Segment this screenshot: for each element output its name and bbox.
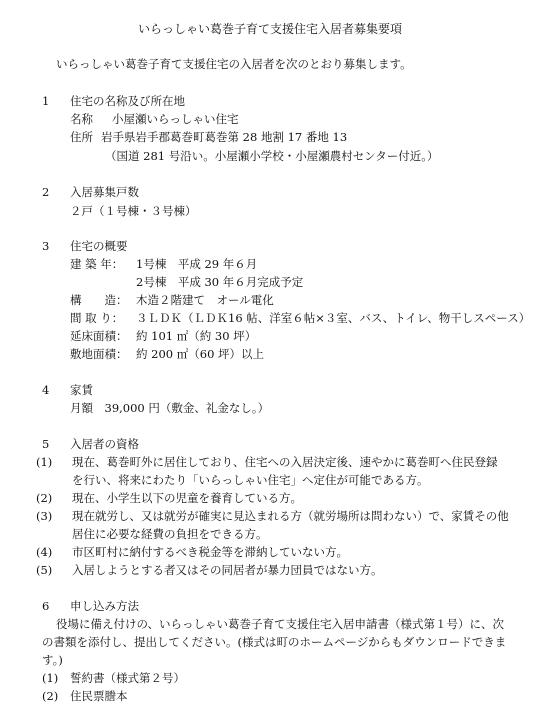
name-label: 名称 — [70, 112, 93, 126]
address-label: 住所 — [70, 130, 93, 144]
section-4-number: 4 — [42, 383, 50, 397]
built-value-2: 2号棟 平成 30 年６月完成予定 — [136, 275, 304, 289]
qualification-2-text: 現在、小学生以下の児童を養育している方。 — [72, 491, 302, 505]
intro-text: いらっしゃい葛巻子育て支援住宅の入居者を次のとおり募集します。 — [56, 57, 412, 71]
section-2-heading: 入居募集戸数 — [70, 185, 139, 199]
qualification-3-line-2: 居住に必要な経費の負担をできる方。 — [72, 527, 268, 541]
section-5-number: 5 — [42, 437, 50, 451]
application-text-line-1: 役場に備え付けの、いらっしゃい葛巻子育て支援住宅入居申請書（様式第１号）に、次 — [56, 617, 505, 631]
qualification-4-number: (4) — [36, 545, 53, 559]
section-3-heading: 住宅の概要 — [70, 239, 128, 253]
rent-value: 月額 39,000 円（敷金、礼金なし。） — [70, 401, 270, 415]
qualification-2-number: (2) — [36, 491, 53, 505]
application-text-line-3: す。) — [42, 653, 63, 667]
section-1-number: 1 — [42, 94, 50, 108]
qualification-5-text: 入居しようとする者又はその同居者が暴力団員ではない方。 — [72, 563, 383, 577]
units-value: ２戸（１号棟・３号棟） — [70, 204, 197, 218]
section-1-heading: 住宅の名称及び所在地 — [70, 94, 185, 108]
application-item-1-number: (1) — [42, 671, 59, 685]
qualification-5-number: (5) — [36, 563, 53, 577]
structure-label: 構 造： — [70, 293, 128, 307]
address-value: 岩手県岩手郡葛巻町葛巻第 28 地割 17 番地 13 — [101, 130, 348, 144]
application-item-1-text: 誓約書（様式第２号） — [70, 671, 185, 685]
built-value-1: 1号棟 平成 29 年６月 — [136, 257, 258, 271]
floor-area-label: 延床面積： — [70, 329, 128, 343]
section-6-number: 6 — [42, 599, 50, 613]
application-text-line-2: の書類を添付し、提出してください。(様式は町のホームページからもダウンロードできま — [42, 635, 507, 649]
qualification-4-text: 市区町村に納付するべき税金等を滞納していない方。 — [72, 545, 348, 559]
section-3-number: 3 — [42, 239, 50, 253]
qualification-3-line-1: 現在就労し、又は就労が確実に見込まれる方（就労場所は問わない）で、家賃その他 — [72, 509, 509, 523]
section-6-heading: 申し込み方法 — [70, 599, 139, 613]
section-5-heading: 入居者の資格 — [70, 437, 139, 451]
section-2-number: 2 — [42, 185, 50, 199]
application-item-2-number: (2) — [42, 689, 59, 703]
layout-value: ３ＬＤＫ（ＬＤＫ16 帖、洋室６帖×３室、バス、トイレ、物干しスペース） — [136, 311, 531, 325]
built-label: 建 築 年： — [70, 257, 124, 271]
site-area-label: 敷地面積： — [70, 347, 128, 361]
qualification-1-line-2: を行い、将来にわたり「いらっしゃい住宅」へ定住が可能である方。 — [72, 473, 429, 487]
layout-label: 間 取 り： — [70, 311, 124, 325]
document-title: いらっしゃい葛巻子育て支援住宅入居者募集要項 — [137, 22, 402, 36]
name-value: 小屋瀬いらっしゃい住宅 — [112, 112, 239, 126]
floor-area-value: 約 101 ㎡（約 30 坪） — [136, 329, 257, 343]
application-item-2-text: 住民票謄本 — [70, 689, 128, 703]
structure-value: 木造２階建て オール電化 — [136, 293, 274, 307]
qualification-1-line-1: 現在、葛巻町外に居住しており、住宅への入居決定後、速やかに葛巻町へ住民登録 — [72, 455, 498, 469]
site-area-value: 約 200 ㎡（60 坪）以上 — [136, 347, 265, 361]
section-4-heading: 家賃 — [70, 383, 93, 397]
address-note: （国道 281 号沿い。小屋瀬小学校・小屋瀬農村センター付近。） — [105, 149, 439, 163]
qualification-1-number: (1) — [36, 455, 53, 469]
qualification-3-number: (3) — [36, 509, 53, 523]
